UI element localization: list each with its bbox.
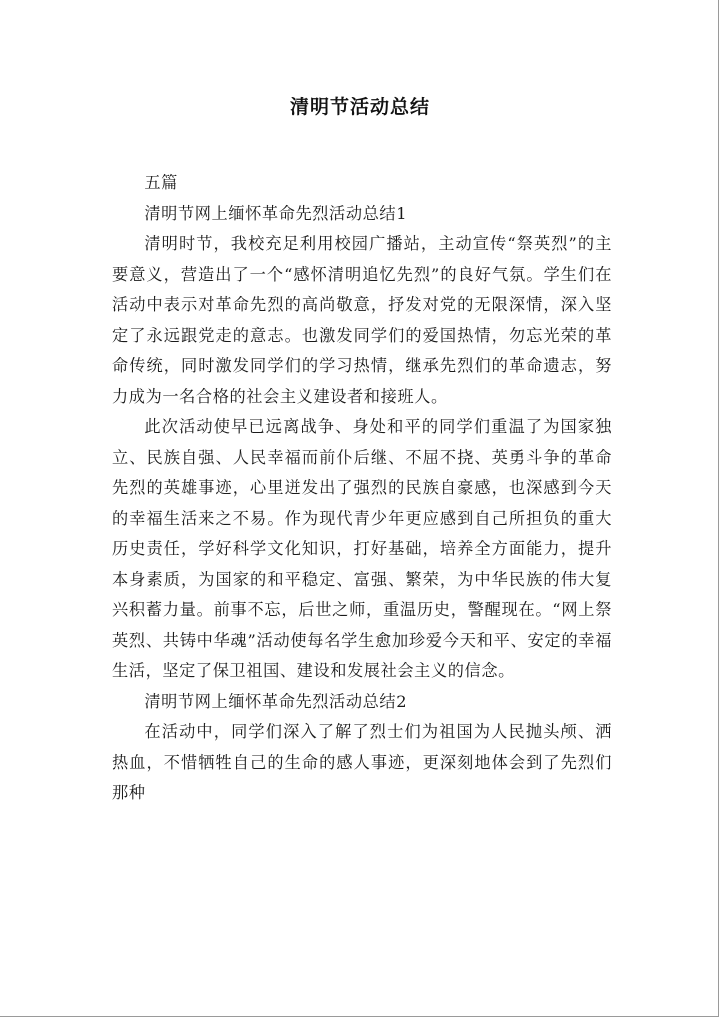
- subtitle-line: 五篇: [144, 173, 178, 192]
- paragraph-2: 此次活动使早已远离战争、身处和平的同学们重温了为国家独立、民族自强、人民幸福而前仆后继、不屈不挠、英勇斗争的革命先烈的英雄事迹，心里迸发出了强烈的民族自豪感，也深感到今天的幸福生活来之不易。作为现代青少年更应感到自己所担负的重大历史责任，学好科学文化知识，打好基础，培养全方面能力，提升本身素质，为国家的和平稳定、富强、繁荣，为中华民族的伟大复兴积蓄力量。前事不忘，后世之师，重温历史，警醒现在。“网上祭英烈、共铸中华魂”活动使每名学生愈加珍爱今天和平、安定的幸福生活，坚定了保卫祖国、建设和发展社会主义的信念。: [112, 417, 612, 680]
- section-heading-2: 清明节网上缅怀革命先烈活动总结2: [144, 691, 408, 711]
- document-title: 清明节活动总结: [289, 96, 430, 118]
- section-heading-1: 清明节网上缅怀革命先烈活动总结1: [144, 203, 408, 223]
- paragraph-1: 清明时节，我校充足利用校园广播站，主动宣传“祭英烈”的主要意义，营造出了一个“感怀清明追忆先烈”的良好气氛。学生们在活动中表示对革命先烈的高尚敬意，抒发对党的无限深情，深入坚定了永远跟党走的意志。也激发同学们的爱国热情，勿忘光荣的革命传统，同时激发同学们的学习热情，继承先烈们的革命遗志，努力成为一名合格的社会主义建设者和接班人。: [112, 234, 612, 406]
- paragraph-3: 在活动中，同学们深入了解了烈士们为祖国为人民抛头颅、洒热血，不惜牺牲自己的生命的感人事迹，更深刻地体会到了先烈们那种: [112, 722, 612, 802]
- document-body: [112, 168, 612, 809]
